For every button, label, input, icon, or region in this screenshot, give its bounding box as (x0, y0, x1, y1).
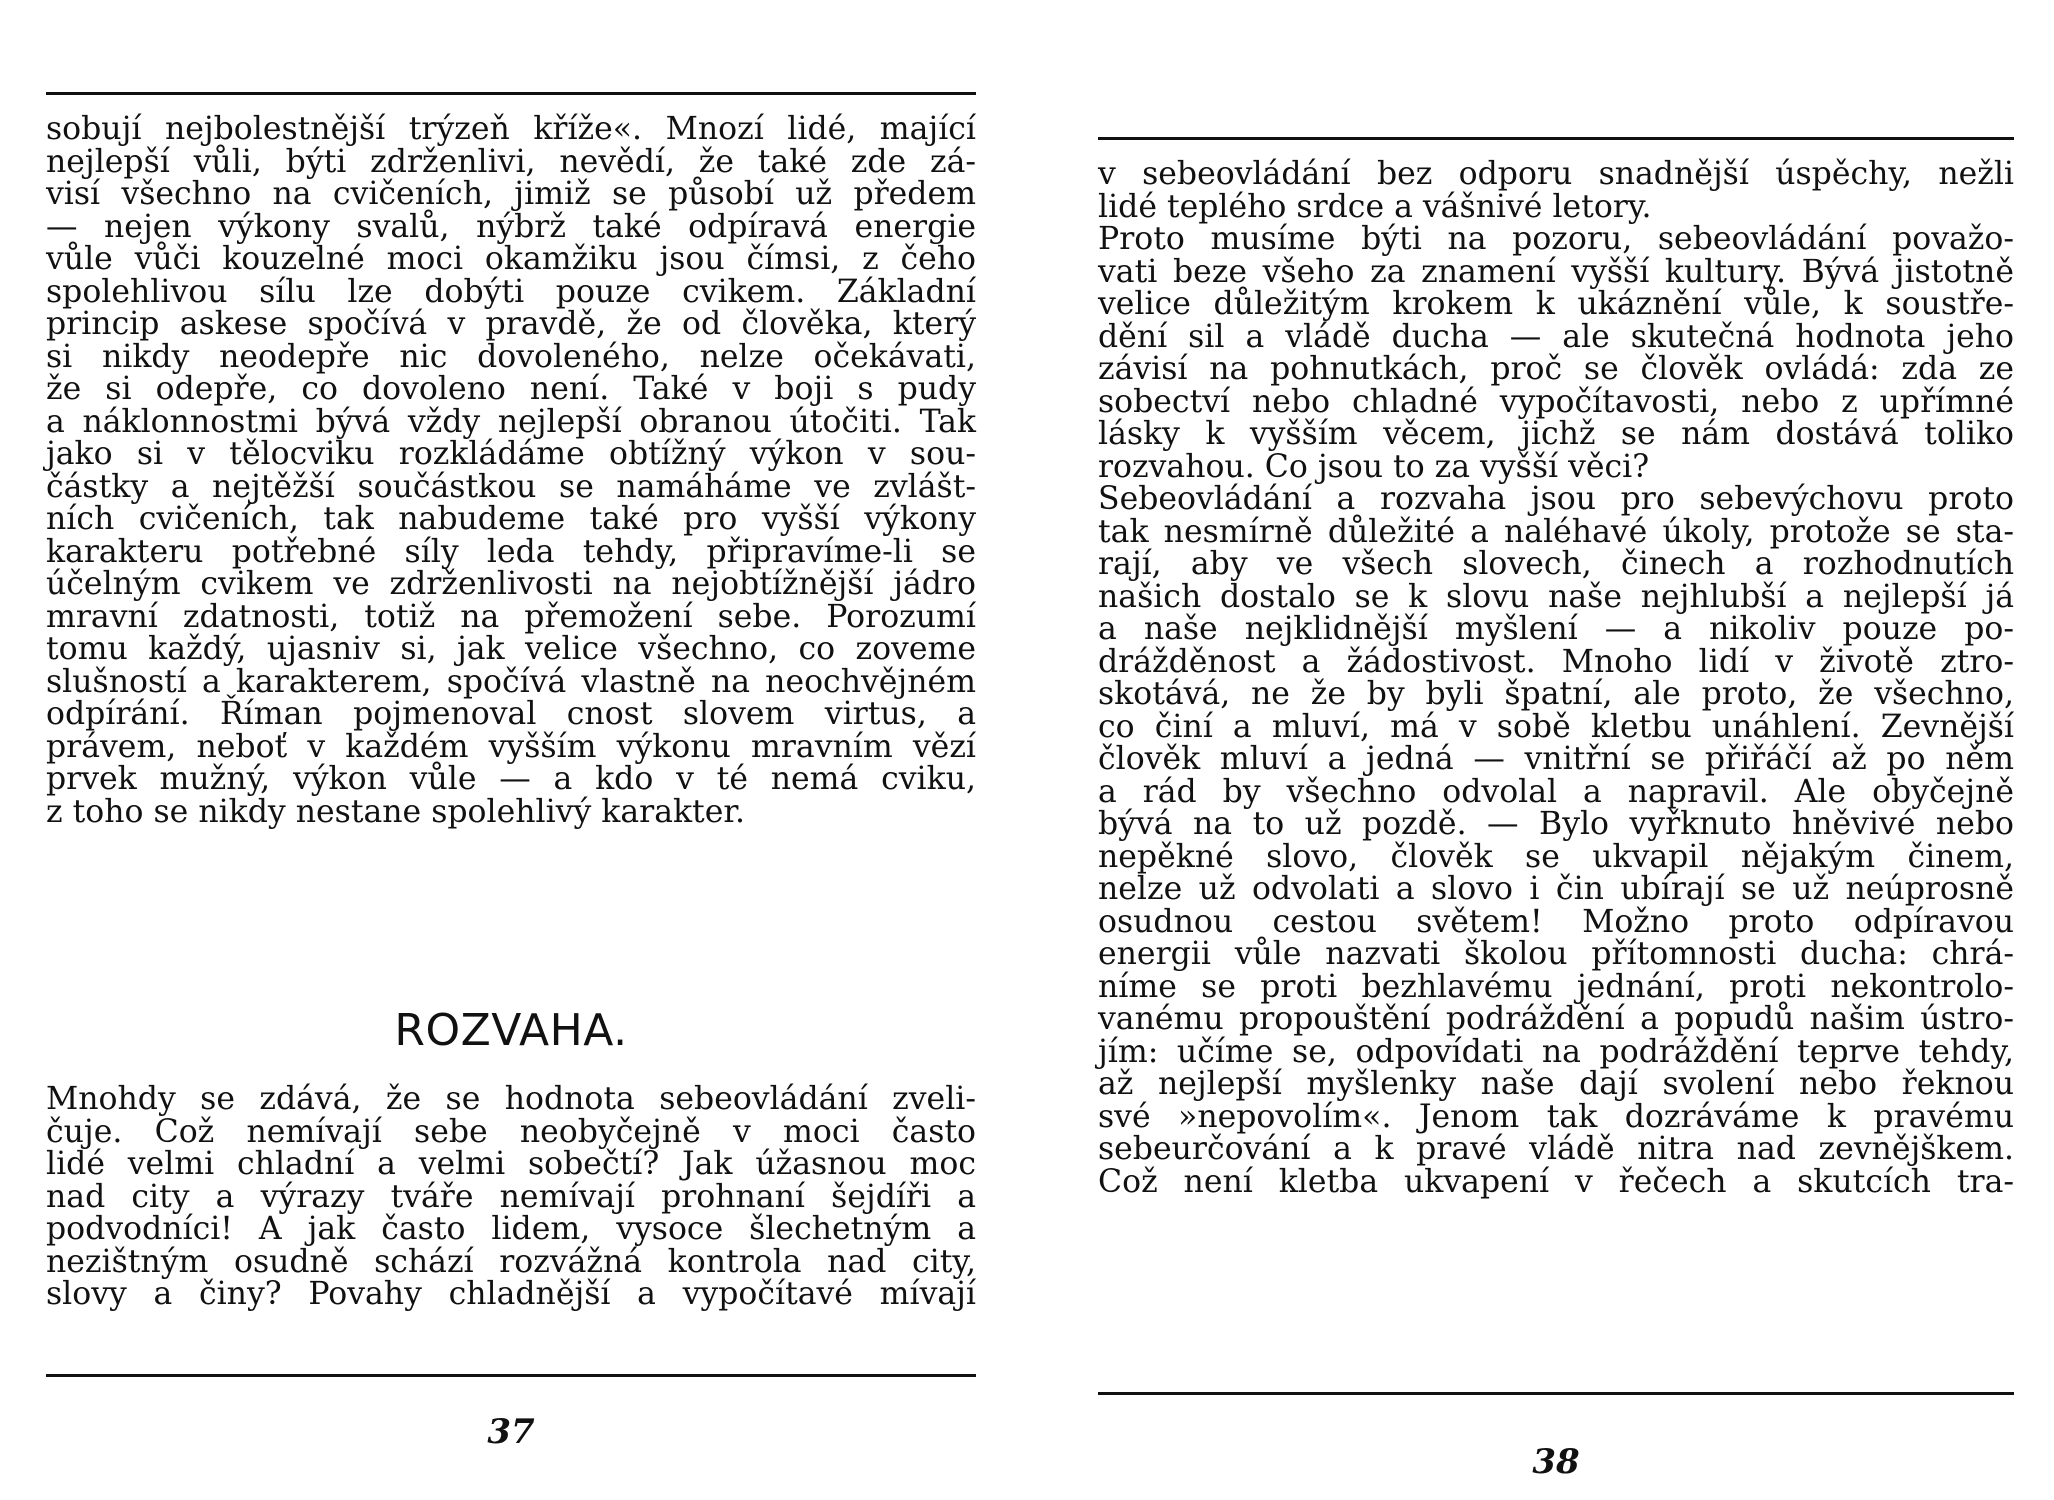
text-line: podvodníci! A jak často lidem, vysoce šlechetným a (46, 1211, 976, 1247)
text-line: tak nesmírně důležité a naléhavé úkoly, protože se sta- (1098, 513, 2014, 550)
text-line: visí všechno na cvičeních, jimiž se působí už předem (46, 176, 976, 212)
text-line: drážděnost a žádostivost. Mnoho lidí v životě ztro- (1098, 643, 2014, 680)
text-line: — nejen výkony svalů, nýbrž také odpíravá energie (46, 208, 976, 245)
text-line: právem, neboť v každém vyšším výkonu mravním vězí (46, 728, 976, 765)
text-line: níme se proti bezhlavému jednání, proti nekontrolo- (1098, 968, 2014, 1005)
text-line: co činí a mluví, má v sobě kletbu unáhlení. Zevnější (1098, 708, 2014, 745)
text-line: a náklonnostmi bývá vždy nejlepší obranou útočiti. Tak (46, 403, 976, 440)
text-line: své »nepovolím«. Jenom tak dozráváme k pravému (1098, 1098, 2014, 1135)
text-line: energii vůle nazvati školou přítomnosti ducha: chrá- (1098, 936, 2014, 972)
bottom-rule (1098, 1392, 2014, 1395)
bottom-rule (46, 1374, 976, 1377)
text-line: člověk mluví a jedná — vnitřní se přiřáčí až po něm (1098, 741, 2014, 777)
text-line: princip askese spočívá v pravdě, že od člověka, který (46, 306, 976, 342)
text-line: čuje. Což nemívají sebe neobyčejně v moci často (46, 1113, 976, 1150)
text-line: účelným cvikem ve zdrženlivosti na nejobtížnější jádro (46, 566, 976, 602)
text-line: našich dostalo se k slovu naše nejhlubší a nejlepší já (1098, 578, 2014, 615)
text-line: tomu každý, ujasniv si, jak velice všechno, co zoveme (46, 631, 976, 667)
text-line: lidé velmi chladní a velmi sobečtí? Jak úžasnou moc (46, 1146, 976, 1182)
text-line: a rád by všechno odvolal a napravil. Ale obyčejně (1098, 773, 2014, 810)
body-text-bottom (46, 1083, 976, 1311)
text-line: prvek mužný, výkon vůle — a kdo v té nemá cviku, (46, 761, 976, 797)
text-line: velice důležitým krokem k ukáznění vůle, k soustře- (1098, 286, 2014, 322)
left-page (46, 0, 976, 1500)
text-line: nelze už odvolati a slovo i čin ubírají se už neúprosně (1098, 871, 2014, 907)
text-line: sobectví nebo chladné vypočítavosti, nebo z upřímné (1098, 383, 2014, 420)
text-line: nepěkné slovo, člověk se ukvapil nějakým činem, (1098, 838, 2014, 875)
text-line: že si odepře, co dovoleno není. Také v boji s pudy (46, 371, 976, 407)
text-line: jako si v tělocviku rozkládáme obtížný výkon v sou- (46, 436, 976, 472)
text-line: jím: učíme se, odpovídati na podráždění teprve tehdy, (1098, 1033, 2014, 1070)
page-number: 38 (1532, 1442, 1580, 1482)
text-line: karakteru potřebné síly leda tehdy, připravíme-li se (46, 533, 976, 570)
text-line: slušností a karakterem, spočívá vlastně na neochvějném (46, 663, 976, 700)
text-line: skotává, ne že by byli špatní, ale proto, že všechno, (1098, 676, 2014, 712)
body-text-top (46, 113, 976, 828)
text-line: dění sil a vládě ducha — ale skutečná hodnota jeho (1098, 318, 2014, 355)
text-line: nejlepší vůli, býti zdrženlivi, nevědí, že také zde zá- (46, 143, 976, 180)
text-line: v sebeovládání bez odporu snadnější úspěchy, nežli (1098, 156, 2014, 192)
text-line: lásky k vyšším věcem, jichž se nám dostává toliko (1098, 416, 2014, 452)
top-rule (1098, 137, 2014, 140)
text-line: a naše nejklidnější myšlení — a nikoliv pouze po- (1098, 611, 2014, 647)
text-line: osudnou cestou světem! Možno proto odpíravou (1098, 903, 2014, 940)
text-line: závisí na pohnutkách, proč se člověk ovládá: zda ze (1098, 351, 2014, 387)
text-line: vůle vůči kouzelné moci okamžiku jsou čímsi, z čeho (46, 241, 976, 277)
text-line: spolehlivou sílu lze dobýti pouze cvikem. Základní (46, 273, 976, 310)
text-line: rozvahou. Co jsou to za vyšší věci? (1098, 448, 1650, 485)
text-line: Což není kletba ukvapení v řečech a skutcích tra- (1098, 1163, 2014, 1200)
text-line: ních cvičeních, tak nabudeme také pro vyšší výkony (46, 501, 976, 537)
text-line: bývá na to už pozdě. — Bylo vyřknuto hněvivé nebo (1098, 806, 2014, 842)
text-line: si nikdy neodepře nic dovoleného, nelze očekávati, (46, 338, 976, 375)
page-number: 37 (487, 1412, 535, 1452)
text-line: nad city a výrazy tváře nemívají prohnaní šejdíři a (46, 1178, 976, 1215)
right-page (1098, 0, 2014, 1500)
text-line: vanému propouštění podráždění a popudů našim ústro- (1098, 1001, 2014, 1037)
text-line: z toho se nikdy nestane spolehlivý karakter. (46, 793, 745, 830)
section-heading: ROZVAHA. (394, 1005, 628, 1056)
body-text (1098, 158, 2014, 1198)
text-line: odpírání. Říman pojmenoval cnost slovem virtus, a (46, 696, 976, 732)
text-line: Proto musíme býti na pozoru, sebeovládání považo- (1098, 221, 2014, 257)
text-line: vati beze všeho za znamení vyšší kultury. Bývá jistotně (1098, 253, 2014, 290)
text-line: lidé teplého srdce a vášnivé letory. (1098, 188, 1652, 225)
text-line: Sebeovládání a rozvaha jsou pro sebevýchovu proto (1098, 481, 2014, 517)
text-line: sobují nejbolestnější trýzeň kříže«. Mnozí lidé, mající (46, 111, 976, 147)
text-line: Mnohdy se zdává, že se hodnota sebeovládání zveli- (46, 1081, 976, 1117)
text-line: rají, aby ve všech slovech, činech a rozhodnutích (1098, 546, 2014, 582)
text-line: až nejlepší myšlenky naše dají svolení nebo řeknou (1098, 1066, 2014, 1102)
text-line: nezištným osudně schází rozvážná kontrola nad city, (46, 1243, 976, 1280)
text-line: sebeurčování a k pravé vládě nitra nad zevnějškem. (1098, 1131, 2014, 1167)
text-line: částky a nejtěžší součástkou se namáháme ve zvlášt- (46, 468, 976, 505)
top-rule (46, 92, 976, 95)
text-line: slovy a činy? Povahy chladnější a vypočítavé mívají (46, 1276, 976, 1312)
text-line: mravní zdatnosti, totiž na přemožení sebe. Porozumí (46, 598, 976, 635)
